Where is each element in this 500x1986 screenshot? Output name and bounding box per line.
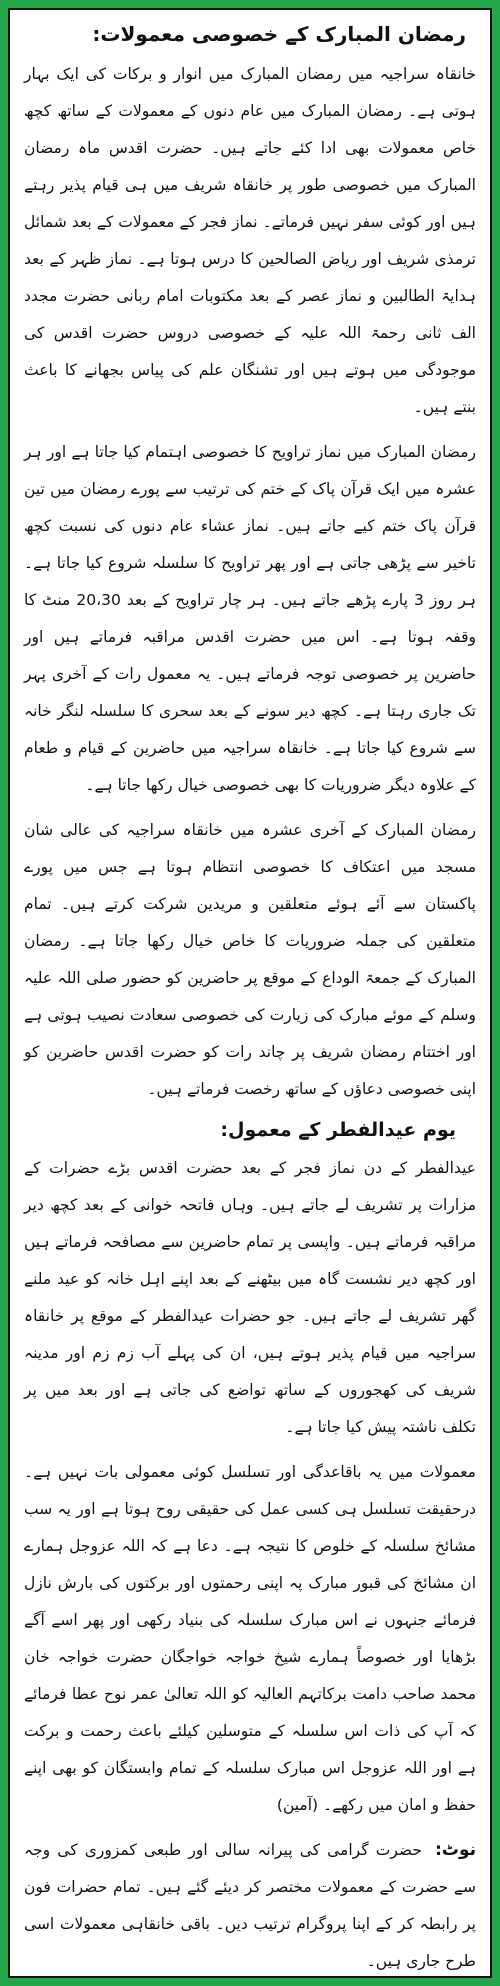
eid-section-heading: یوم عیدالفطر کے معمول: [220,1119,456,1141]
article-page [8,8,492,1978]
paragraph: رمضان المبارک کے آخری عشرہ میں خانقاہ سراجیہ کی عالی شان مسجد میں اعتکاف کا خصوصی انتظام ہوتا ہے جس میں پورے پاکستان سے آئے ہوئے متعلقین و مریدین شرکت کرتے ہیں۔ تمام متعلقین کی جملہ ضروریات کا خاص خیال رکھا جاتا ہے۔ رمضان المبارک کے جمعۃ الوداع کے موقع پر حاضرین کو حضور صلی اللہ علیہ وسلم کے موئے مبارک کی زیارت کی خصوصی سعادت نصیب ہوتی ہے اور اختتام رمضان شریف پر چاند رات کو حضرت اقدس حاضرین کو اپنی خصوصی دعاؤں کے ساتھ رخصت فرماتے ہیں۔ [24,821,476,1098]
paragraph: عیدالفطر کے دن نماز فجر کے بعد حضرت اقدس بڑے حضرات کے مزارات پر تشریف لے جاتے ہیں۔ وہاں فاتحہ خوانی کے بعد کچھ دیر مراقبہ فرماتے ہیں۔ واپسی پر تمام حاضرین سے مصافحہ فرماتے ہیں اور کچھ دیر نشست گاہ میں بیٹھنے کے بعد اپنے اہل خانہ کو عید ملنے گھر تشریف لے جاتے ہیں۔ جو حضرات عیدالفطر کے موقع پر خانقاہ سراجیہ میں قیام پذیر ہوتے ہیں، ان کی پہلے آب زم زم اور مدینہ شریف کی کھجوروں کے ساتھ تواضع کی جاتی ہے اور بعد میں پر تکلف ناشتہ پیش کیا جاتا ہے۔ [24,1159,476,1436]
ramadan-section-heading: رمضان المبارک کے خصوصی معمولات: [92,22,466,46]
paragraph: خانقاہ سراجیہ میں رمضان المبارک میں انوار و برکات کی ایک بہار ہوتی ہے۔ رمضان المبارک میں عام دنوں کے معمولات کے ساتھ کچھ خاص معمولات بھی ادا کئے جاتے ہیں۔ حضرت اقدس ماہ رمضان المبارک میں خصوصی طور پر خانقاہ شریف میں ہی قیام پذیر رہتے ہیں اور کوئی سفر نہیں فرماتے۔ نماز فجر کے معمولات کے بعد شمائل ترمذی شریف اور ریاض الصالحین کا درس ہوتا ہے۔ نماز ظہر کے بعد ہدایۃ الطالبین و نماز عصر کے بعد مکتوبات امام ربانی حضرت مجدد الف ثانی رحمۃ اللہ علیہ کے خصوصی دروس حضرت اقدس کی موجودگی میں ہوتے ہیں اور تشنگان علم کی پیاس بجھانے کا باعث بنتے ہیں۔ [24,65,476,416]
paragraph: رمضان المبارک میں نماز تراویح کا خصوصی اہتمام کیا جاتا ہے اور ہر عشرہ میں ایک قرآن پاک کے ختم کی ترتیب سے پورے رمضان میں تین قرآن پاک ختم کیے جاتے ہیں۔ نماز عشاء عام دنوں کی نسبت کچھ تاخیر سے پڑھی جاتی ہے اور پھر تراویح کا سلسلہ شروع کیا جاتا ہے۔ ہر روز 3 پارے پڑھے جاتے ہیں۔ ہر چار تراویح کے بعد 20،30 منٹ کا وقفہ ہوتا ہے۔ اس میں حضرت اقدس مراقبہ فرماتے ہیں اور حاضرین پر خصوصی توجہ فرماتے ہیں۔ یہ معمول رات کے آخری پہر تک جاری رہتا ہے۔ کچھ دیر سونے کے بعد سحری کا سلسلہ لنگر خانہ سے شروع کیا جاتا ہے۔ خانقاہ سراجیہ میں حاضرین کے قیام و طعام کے علاوہ دیگر ضروریات کا بھی خصوصی خیال رکھا جاتا ہے۔ [24,443,476,794]
note-paragraph [24,1832,476,1980]
note-label: نوٹ: [435,1840,476,1860]
paragraph: معمولات میں یہ باقاعدگی اور تسلسل کوئی معمولی بات نہیں ہے۔ درحقیقت تسلسل ہی کسی عمل کی حقیقی روح ہوتا ہے اور یہ سب مشائخ سلسلہ کے خلوص کا نتیجہ ہے۔ دعا ہے کہ اللہ عزوجل ہمارے ان مشائخ کی قبور مبارک پہ اپنی رحمتوں اور برکتوں کی بارش نازل فرمائے جنہوں نے اس مبارک سلسلہ کی بنیاد رکھی اور پھر اسے آگے بڑھایا اور خصوصاً ہمارے شیخ خواجہ خواجگان حضرت خواجہ خان محمد صاحب دامت برکاتہم العالیہ کو اللہ تعالیٰ عمر نوح عطا فرمائے کہ آپ کی ذات اس سلسلہ کے متوسلین کیلئے باعث رحمت و برکت ہے اور اللہ عزوجل اس مبارک سلسلہ کے تمام وابستگان کو بھی اپنے حفظ و امان میں رکھے۔ (آمین) [24,1463,476,1814]
note-text: حضرت گرامی کی پیرانہ سالی اور طبعی کمزوری کی وجہ سے حضرت کے معمولات مختصر کر دیئے گئے ہیں۔ تمام حضرات فون پر رابطہ کر کے اپنا پروگرام ترتیب دیں۔ باقی خانقاہی معمولات اسی طرح جاری ہیں۔ [24,1841,476,1970]
